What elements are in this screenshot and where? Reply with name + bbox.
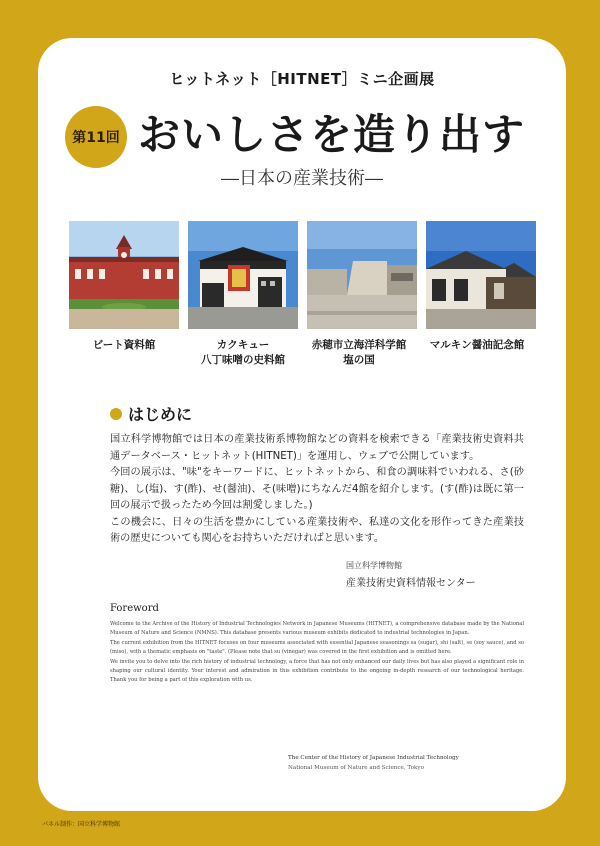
photo-marukin [426, 221, 536, 329]
exhibition-subtitle: ―日本の産業技術― [221, 168, 383, 189]
signature-org: 国立科学博物館 [346, 561, 402, 570]
photo-salt-museum [307, 221, 417, 329]
series-title: ヒットネット［HITNET］ミニ企画展 [169, 70, 435, 88]
caption-marukin: マルキン醤油記念館 [429, 339, 525, 351]
intro-text: 国立科学博物館では日本の産業技術系博物館などの資料を検索できる「産業技術史資料共通データベース・ヒットネット(HITNET)」を運用し、ウェブで公開しています。 今回の展示は、"味"をキーワードに、ヒットネットから、和食の調味料でいわれる、さ(砂糖)、し(塩)、す(酢)、せ(醤油)、そ(味噌)にちなんだ4館を紹介します。(す(酢)は既に第一回の展示で扱ったため今回は割愛しました。) この機会に、日々の生活を豊かにしている産業技術や、私達の文化を形作ってきた産業技術の歴史についても関心をお持ちいただければと思います。 [110, 434, 524, 544]
foreword-heading: Foreword [110, 603, 159, 614]
beet-museum-image [69, 221, 179, 329]
salt-museum-image [307, 221, 417, 329]
caption-salt: 赤穂市立海洋科学館 塩の国 [311, 339, 407, 366]
photo-kakukyu [188, 221, 298, 329]
foreword-text: Welcome to the Archive of the History of Industrial Technologies Network in Japanese Museums (HITNET), a comprehensive database made by the National Museum of Nature and Science (NMNS). This database presents various museum exhibits dedicated to industrial technologies in Japan. The current exhibition from the HITNET focuses on four museums associated with essential Japanese seasonings sa (sugar), shi (salt), se (soy sauce), and so (miso), with a thematic emphasis on "taste". (Please note that su (vinegar) was covered in the first exhibition and is omitted here. We invite you to delve into the rich history of industrial technology, a force that has not only enhanced our daily lives but has also played a significant role in shaping our cultural identity. Your interest and admiration in this exhibition contribute to the ongoing in-depth research of our technological heritage. Thank you for being a part of this exploration with us. [110, 621, 524, 684]
signature-dept: 産業技術史資料情報センター [346, 578, 476, 589]
foreword-signature-institution: National Museum of Nature and Science, Tokyo [288, 765, 424, 771]
foreword-signature: The Center of the History of Japanese Industrial Technology [288, 755, 459, 761]
intro-heading: はじめに [110, 402, 192, 425]
photo-beet-museum [69, 221, 179, 329]
marukin-image [426, 221, 536, 329]
bullet-icon [110, 408, 122, 420]
caption-beet: ビート資料館 [92, 339, 156, 351]
caption-kakukyu: カクキュー 八丁味噌の史料館 [201, 339, 285, 366]
exhibition-title: おいしさを造り出す [138, 110, 526, 159]
museum-photos [69, 221, 537, 329]
kakukyu-image [188, 221, 298, 329]
edition-badge: 第11回 [65, 106, 127, 168]
footer-credit: パネル制作：国立科学博物館 [42, 821, 121, 828]
poster-card [38, 38, 566, 811]
